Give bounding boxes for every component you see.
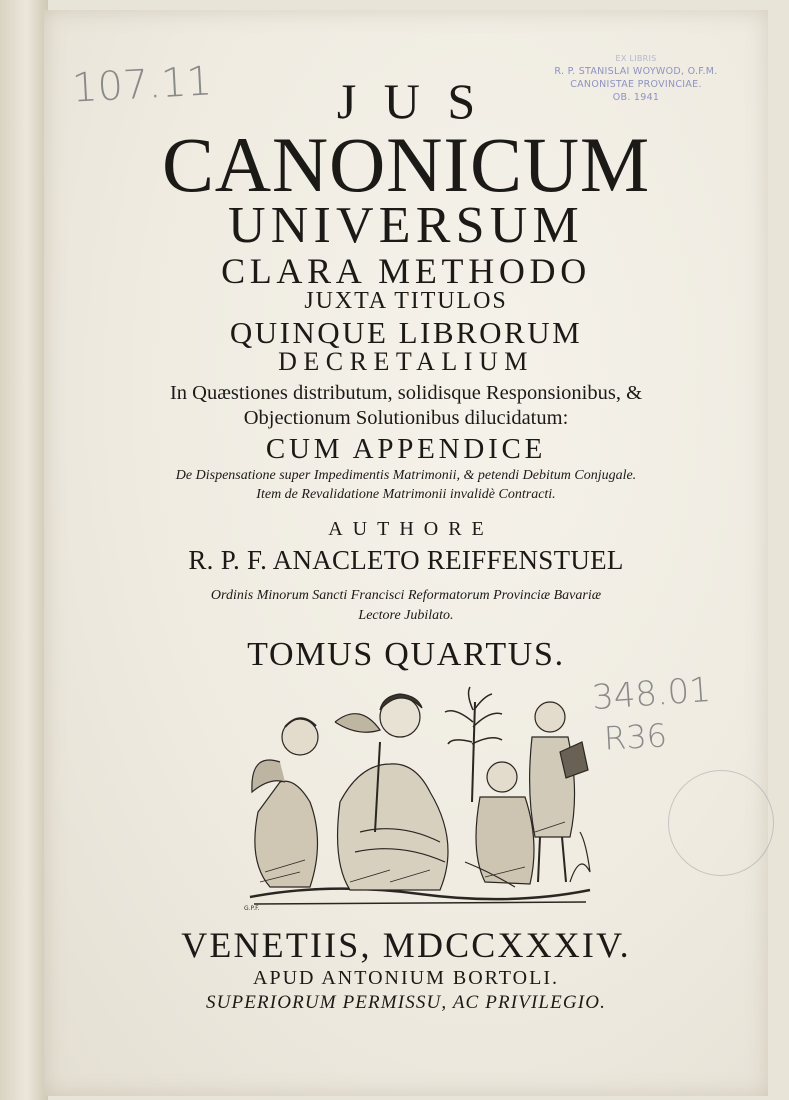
- engraver-mark: G.P.F.: [244, 905, 260, 912]
- imprint-place-year: VENETIIS, MDCCXXXIV.: [181, 925, 631, 965]
- title-page: [44, 10, 768, 1096]
- handwritten-shelfmark: 107.11: [70, 58, 214, 112]
- appendix-line-2: Item de Revalidatione Matrimonii invalidè Contracti.: [256, 487, 556, 502]
- engraving-illustration: [240, 682, 600, 912]
- author-line-2: Lectore Jubilato.: [358, 608, 454, 623]
- subtitle-line-1: In Quæstiones distributum, solidisque Responsionibus, &: [169, 382, 643, 404]
- book-spine-edge: [0, 0, 48, 1100]
- stamp-line-4: OB. 1941: [612, 92, 660, 103]
- title-line-juxta-titulos: JUXTA TITULOS: [304, 288, 508, 314]
- author-heading: AUTHORE: [328, 518, 494, 540]
- title-line-quinque-librorum: QUINQUE LIBRORUM: [229, 315, 583, 350]
- imprint-license: SUPERIORUM PERMISSU, AC PRIVILEGIO.: [206, 992, 606, 1013]
- title-line-canonicum: CANONICUM: [161, 121, 651, 208]
- title-line-clara-methodo: CLARA METHODO: [221, 251, 591, 291]
- appendix-line-1: De Dispensatione super Impedimentis Matrimonii, & petendi Debitum Conjugale.: [175, 468, 637, 483]
- author-name: R. P. F. ANACLETO REIFFENSTUEL: [188, 545, 624, 575]
- handwritten-callnumber-2: R36: [603, 716, 668, 758]
- stamp-line-3: CANONISTAE PROVINCIAE.: [570, 79, 702, 90]
- title-line-decretalium: DECRETALIUM: [278, 347, 534, 376]
- title-line-universum: UNIVERSUM: [228, 197, 584, 254]
- faded-circular-stamp: [668, 770, 774, 876]
- volume-number: TOMUS QUARTUS.: [247, 636, 565, 673]
- handwritten-callnumber-1: 348.01: [590, 669, 713, 719]
- imprint-printer: APUD ANTONIUM BORTOLI.: [253, 967, 559, 989]
- subtitle-line-2: Objectionum Solutionibus dilucidatum:: [243, 407, 569, 429]
- stamp-line-2: R. P. STANISLAI WOYWOD, O.F.M.: [554, 66, 718, 77]
- stamp-line-1: EX LIBRIS: [615, 54, 657, 63]
- appendix-heading: CUM APPENDICE: [265, 433, 547, 465]
- author-line-1: Ordinis Minorum Sancti Francisci Reformatorum Provinciæ Bavariæ: [210, 588, 602, 603]
- title-line-jus: JUS: [336, 73, 503, 129]
